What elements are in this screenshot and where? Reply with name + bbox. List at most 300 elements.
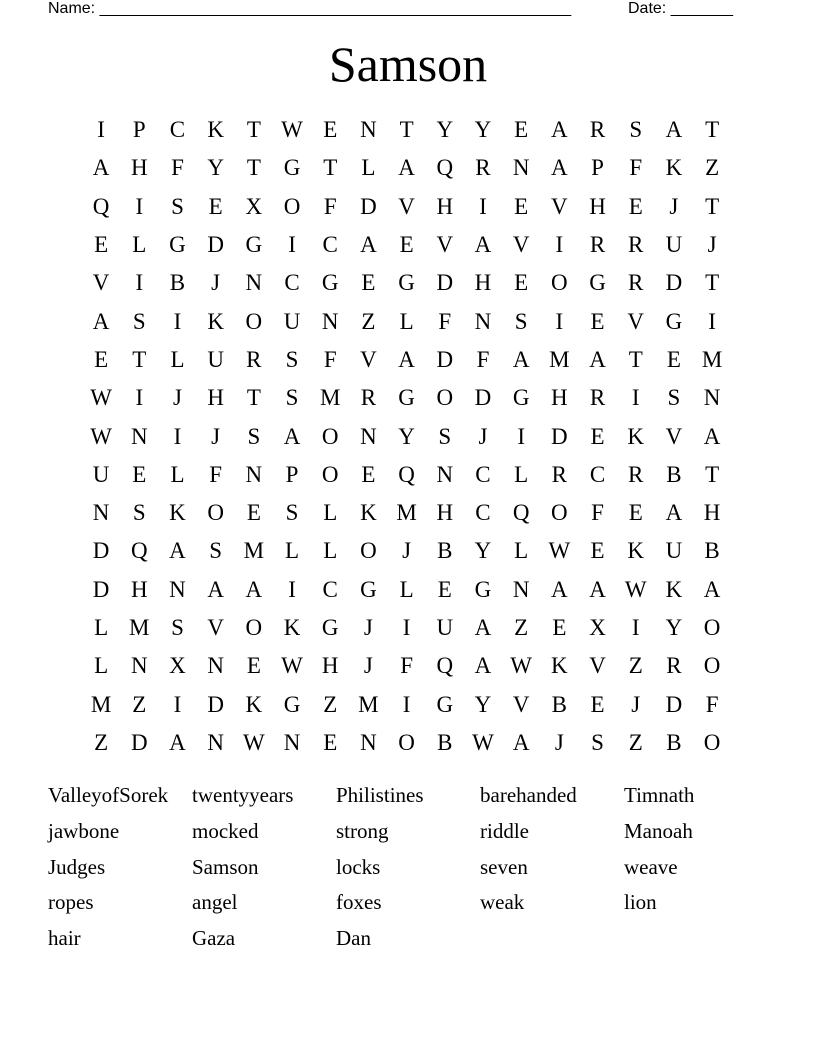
grid-letter: G — [589, 270, 606, 296]
grid-letter: Z — [514, 615, 529, 640]
grid-letter: D — [207, 691, 224, 717]
grid-letter: W — [281, 653, 303, 679]
grid-letter: G — [436, 691, 454, 717]
grid-letter: E — [514, 117, 529, 143]
grid-letter: X — [245, 193, 263, 219]
grid-letter: S — [132, 308, 146, 334]
grid-letter: V — [512, 691, 530, 717]
grid-letter: D — [474, 385, 492, 411]
grid-letter: J — [669, 193, 679, 219]
grid-letter: R — [589, 117, 606, 143]
grid-letter: I — [288, 576, 296, 602]
grid-letter: C — [589, 461, 606, 487]
grid-letter: F — [323, 193, 337, 219]
grid-letter: N — [474, 308, 492, 334]
grid-letter: A — [398, 346, 415, 372]
grid-letter: K — [245, 691, 263, 717]
grid-letter: I — [173, 691, 182, 717]
grid-letter: H — [474, 270, 492, 296]
grid-letter: M — [396, 500, 417, 526]
grid-letter: H — [589, 193, 606, 219]
grid-letter: J — [554, 729, 564, 755]
grid-letter: F — [476, 346, 490, 372]
grid-letter: A — [92, 155, 110, 181]
grid-letter: G — [321, 615, 339, 640]
grid-letter: Y — [474, 117, 492, 143]
grid-letter: F — [209, 461, 223, 487]
grid-letter: E — [590, 308, 605, 334]
grid-letter: G — [169, 232, 186, 258]
grid-letter: N — [207, 729, 224, 755]
grid-letter: A — [474, 232, 492, 258]
grid-letter: L — [323, 538, 338, 564]
grid-letter: S — [514, 308, 528, 334]
grid-letter: W — [472, 729, 494, 755]
grid-letter: R — [360, 385, 377, 411]
grid-letter: D — [436, 346, 454, 372]
grid-letter: I — [288, 232, 296, 258]
grid-letter: N — [360, 729, 377, 755]
grid-letter: E — [514, 193, 529, 219]
grid-letter: G — [283, 691, 301, 717]
grid-letter: L — [399, 576, 414, 602]
grid-letter: M — [549, 346, 570, 372]
grid-letter: V — [665, 423, 683, 449]
grid-letter: D — [130, 729, 148, 755]
grid-letter: I — [517, 423, 525, 449]
grid-letter: T — [246, 385, 261, 411]
grid-letter: K — [207, 308, 224, 334]
grid-letter: B — [666, 461, 682, 487]
grid-letter: A — [92, 308, 110, 334]
grid-letter: S — [247, 423, 261, 449]
grid-letter: C — [475, 461, 491, 487]
grid-letter: N — [360, 117, 377, 143]
grid-letter: H — [703, 500, 721, 526]
grid-letter: N — [703, 385, 721, 411]
grid-letter: T — [246, 155, 261, 181]
grid-letter: L — [94, 653, 109, 679]
grid-letter: R — [551, 461, 568, 487]
grid-letter: J — [211, 270, 221, 296]
grid-letter: U — [92, 461, 110, 487]
grid-letter: E — [590, 538, 605, 564]
grid-letter: K — [551, 653, 568, 679]
grid-letter: E — [246, 653, 261, 679]
grid-letter: S — [171, 193, 184, 219]
grid-letter: Y — [474, 691, 492, 717]
word-bank-item: angel — [192, 890, 238, 915]
grid-letter: N — [207, 653, 224, 679]
word-bank-item: weave — [624, 854, 678, 879]
grid-letter: B — [666, 729, 682, 755]
grid-letter: Q — [92, 193, 110, 219]
grid-letter: A — [551, 155, 568, 181]
grid-letter: Z — [323, 691, 338, 717]
grid-letter: J — [478, 423, 488, 449]
grid-letter: E — [132, 461, 147, 487]
grid-letter: A — [283, 423, 301, 449]
grid-letter: E — [628, 500, 643, 526]
grid-letter: L — [361, 155, 376, 181]
word-bank — [48, 779, 768, 958]
grid-letter: G — [360, 576, 377, 602]
grid-letter: H — [207, 385, 224, 411]
grid-letter: W — [281, 117, 303, 143]
word-search-grid — [82, 111, 731, 762]
grid-letter: Z — [94, 729, 109, 755]
grid-letter: Q — [436, 653, 454, 679]
grid-letter: T — [705, 193, 720, 219]
grid-letter: J — [707, 232, 717, 258]
word-bank-item: seven — [480, 854, 528, 879]
grid-letter: I — [97, 117, 105, 143]
grid-letter: D — [665, 270, 683, 296]
grid-letter: N — [512, 576, 530, 602]
grid-letter: O — [321, 423, 339, 449]
grid-letter: X — [589, 615, 606, 640]
grid-letter: G — [245, 232, 263, 258]
grid-letter: E — [246, 500, 261, 526]
grid-letter: N — [360, 423, 377, 449]
grid-letter: P — [285, 461, 299, 487]
grid-letter: W — [510, 653, 533, 679]
grid-letter: V — [627, 308, 645, 334]
grid-letter: O — [703, 653, 721, 679]
grid-letter: F — [591, 500, 604, 526]
grid-letter: A — [589, 346, 606, 372]
grid-letter: I — [135, 270, 144, 296]
grid-letter: N — [245, 270, 263, 296]
grid-letter: E — [590, 691, 605, 717]
grid-letter: P — [591, 155, 604, 181]
grid-letter: V — [436, 232, 454, 258]
grid-letter: E — [514, 270, 529, 296]
grid-letter: Y — [436, 117, 454, 143]
grid-letter: S — [438, 423, 452, 449]
date-field-label: Date: _______ — [628, 0, 733, 17]
grid-letter: G — [283, 155, 301, 181]
grid-letter: O — [551, 500, 568, 526]
grid-letter: O — [245, 615, 263, 640]
grid-letter: G — [398, 385, 415, 411]
grid-letter: L — [170, 461, 185, 487]
grid-letter: W — [90, 385, 112, 411]
grid-letter: S — [667, 385, 681, 411]
grid-letter: L — [514, 461, 529, 487]
word-bank-item: Judges — [48, 854, 106, 879]
page-title: Samson — [328, 36, 488, 92]
word-bank-item: hair — [48, 926, 81, 951]
grid-letter: O — [245, 308, 263, 334]
grid-letter: O — [703, 615, 721, 640]
grid-letter: A — [512, 729, 530, 755]
grid-letter: D — [360, 193, 377, 219]
grid-letter: G — [665, 308, 683, 334]
grid-letter: J — [631, 691, 641, 717]
word-bank-item: foxes — [336, 890, 382, 915]
grid-letter: B — [551, 691, 568, 717]
word-bank-item: Gaza — [192, 926, 236, 951]
word-bank-item: mocked — [192, 818, 259, 843]
grid-letter: T — [132, 346, 147, 372]
grid-letter: S — [132, 500, 146, 526]
grid-letter: Y — [665, 615, 683, 640]
grid-letter: K — [207, 117, 224, 143]
grid-letter: I — [631, 615, 640, 640]
grid-letter: D — [665, 691, 683, 717]
grid-letter: Q — [436, 155, 454, 181]
grid-letter: E — [628, 193, 643, 219]
grid-letter: I — [555, 308, 564, 334]
word-bank-item: Dan — [336, 926, 371, 951]
grid-letter: V — [92, 270, 110, 296]
grid-letter: I — [135, 385, 144, 411]
grid-letter: R — [628, 461, 644, 487]
grid-letter: V — [512, 232, 530, 258]
grid-letter: E — [323, 729, 338, 755]
grid-letter: Q — [398, 461, 415, 487]
grid-letter: L — [323, 500, 338, 526]
grid-letter: E — [399, 232, 414, 258]
grid-letter: I — [173, 308, 182, 334]
grid-letter: F — [705, 691, 719, 717]
grid-letter: I — [631, 385, 640, 411]
grid-letter: J — [211, 423, 221, 449]
grid-letter: K — [169, 500, 186, 526]
grid-letter: R — [666, 653, 682, 679]
grid-letter: O — [207, 500, 224, 526]
grid-letter: Z — [628, 729, 643, 755]
grid-letter: T — [628, 346, 643, 372]
grid-letter: H — [321, 653, 339, 679]
grid-letter: Z — [628, 653, 643, 679]
grid-letter: A — [398, 155, 415, 181]
grid-letter: E — [361, 270, 376, 296]
grid-letter: W — [548, 538, 571, 564]
grid-letter: L — [399, 308, 414, 334]
name-date-header — [48, 0, 748, 19]
grid-letter: S — [285, 500, 299, 526]
grid-letter: B — [437, 538, 453, 564]
word-bank-item: Timnath — [624, 783, 695, 807]
grid-letter: D — [436, 270, 454, 296]
grid-letter: M — [319, 385, 341, 411]
grid-letter: T — [705, 461, 720, 487]
grid-letter: I — [402, 615, 411, 640]
grid-letter: A — [474, 615, 492, 640]
grid-letter: E — [94, 346, 109, 372]
grid-letter: A — [665, 117, 683, 143]
grid-letter: H — [551, 385, 568, 411]
grid-letter: T — [705, 270, 720, 296]
grid-letter: C — [322, 232, 338, 258]
grid-letter: S — [591, 729, 604, 755]
grid-letter: C — [284, 270, 300, 296]
grid-letter: R — [246, 346, 262, 372]
grid-letter: N — [130, 423, 148, 449]
grid-letter: T — [246, 117, 261, 143]
grid-letter: S — [285, 346, 299, 372]
grid-letter: K — [627, 423, 645, 449]
grid-letter: N — [245, 461, 263, 487]
word-bank-item: riddle — [480, 818, 529, 843]
name-field-label: Name: _____________________________________________________ — [48, 0, 572, 17]
word-bank-item: Philistines — [336, 783, 424, 807]
grid-letter: I — [479, 193, 487, 219]
grid-letter: A — [169, 538, 186, 564]
grid-letter: B — [437, 729, 453, 755]
grid-letter: A — [589, 576, 606, 602]
grid-letter: H — [436, 500, 454, 526]
grid-letter: N — [436, 461, 454, 487]
grid-letter: G — [321, 270, 339, 296]
grid-letter: O — [398, 729, 415, 755]
grid-letter: T — [705, 117, 720, 143]
word-bank-item: Samson — [192, 854, 259, 879]
grid-letter: N — [130, 653, 148, 679]
word-bank-item: twentyyears — [192, 783, 294, 807]
grid-letter: R — [589, 385, 606, 411]
grid-letter: J — [172, 385, 182, 411]
grid-letter: M — [358, 691, 379, 717]
grid-letter: L — [132, 232, 147, 258]
grid-letter: O — [551, 270, 568, 296]
grid-letter: A — [512, 346, 530, 372]
grid-letter: Q — [512, 500, 530, 526]
grid-letter: O — [703, 729, 721, 755]
grid-letter: S — [209, 538, 223, 564]
word-bank-item: weak — [480, 890, 525, 915]
grid-letter: I — [555, 232, 564, 258]
grid-letter: V — [398, 193, 415, 219]
grid-letter: X — [169, 653, 186, 679]
grid-letter: F — [629, 155, 643, 181]
grid-letter: G — [512, 385, 530, 411]
grid-letter: R — [628, 232, 644, 258]
grid-letter: Y — [474, 538, 492, 564]
grid-letter: A — [360, 232, 377, 258]
grid-letter: F — [438, 308, 452, 334]
grid-letter: A — [551, 117, 568, 143]
word-bank-item: ropes — [48, 890, 94, 915]
grid-letter: L — [285, 538, 300, 564]
grid-letter: M — [90, 691, 112, 717]
grid-letter: K — [360, 500, 377, 526]
grid-letter: A — [207, 576, 224, 602]
grid-letter: N — [321, 308, 339, 334]
grid-letter: N — [169, 576, 186, 602]
grid-letter: R — [589, 232, 606, 258]
grid-letter: O — [360, 538, 377, 564]
grid-letter: S — [285, 385, 299, 411]
grid-letter: K — [665, 576, 683, 602]
word-bank-item: jawbone — [48, 818, 120, 843]
grid-letter: M — [243, 538, 265, 564]
grid-letter: E — [590, 423, 605, 449]
grid-letter: W — [90, 423, 112, 449]
grid-letter: U — [207, 346, 224, 372]
grid-letter: J — [363, 653, 373, 679]
grid-letter: H — [436, 193, 454, 219]
grid-letter: S — [629, 117, 643, 143]
grid-letter: E — [437, 576, 452, 602]
grid-letter: D — [92, 538, 110, 564]
grid-letter: A — [551, 576, 568, 602]
grid-letter: Z — [132, 691, 147, 717]
grid-letter: L — [514, 538, 529, 564]
grid-letter: N — [92, 500, 110, 526]
grid-letter: A — [703, 576, 721, 602]
grid-letter: I — [708, 308, 716, 334]
grid-letter: U — [283, 308, 301, 334]
word-bank-item: lion — [624, 890, 657, 915]
grid-letter: N — [283, 729, 301, 755]
grid-letter: K — [627, 538, 645, 564]
grid-letter: K — [283, 615, 301, 640]
grid-letter: F — [400, 653, 413, 679]
grid-letter: K — [665, 155, 683, 181]
grid-letter: I — [173, 423, 182, 449]
grid-letter: U — [665, 232, 683, 258]
grid-letter: H — [130, 155, 148, 181]
grid-letter: M — [129, 615, 150, 640]
word-bank-item: Manoah — [624, 818, 693, 843]
grid-letter: J — [363, 615, 373, 640]
grid-letter: L — [170, 346, 185, 372]
grid-letter: J — [402, 538, 412, 564]
grid-letter: V — [551, 193, 568, 219]
grid-letter: Z — [705, 155, 720, 181]
grid-letter: U — [436, 615, 454, 640]
grid-letter: V — [360, 346, 377, 372]
grid-letter: O — [321, 461, 339, 487]
grid-letter: Q — [130, 538, 148, 564]
grid-letter: C — [169, 117, 186, 143]
grid-letter: E — [323, 117, 338, 143]
grid-letter: A — [245, 576, 263, 602]
grid-letter: C — [475, 500, 491, 526]
word-bank-item: barehanded — [480, 783, 577, 807]
grid-letter: R — [628, 270, 644, 296]
grid-letter: B — [169, 270, 186, 296]
grid-letter: P — [132, 117, 146, 143]
grid-letter: G — [398, 270, 415, 296]
grid-letter: N — [512, 155, 530, 181]
grid-letter: Y — [207, 155, 224, 181]
grid-letter: F — [171, 155, 184, 181]
word-bank-item: strong — [336, 818, 389, 843]
grid-letter: B — [704, 538, 720, 564]
grid-letter: A — [474, 653, 492, 679]
grid-letter: E — [361, 461, 376, 487]
word-bank-item: locks — [336, 854, 381, 879]
grid-letter: C — [322, 576, 338, 602]
grid-letter: Y — [398, 423, 415, 449]
grid-letter: G — [474, 576, 492, 602]
grid-letter: E — [94, 232, 109, 258]
grid-letter: E — [666, 346, 681, 372]
grid-letter: T — [323, 155, 338, 181]
grid-letter: D — [207, 232, 224, 258]
grid-letter: W — [242, 729, 265, 755]
grid-letter: H — [130, 576, 148, 602]
grid-letter: F — [323, 346, 337, 372]
grid-letter: R — [475, 155, 491, 181]
grid-letter: A — [665, 500, 683, 526]
grid-letter: A — [169, 729, 186, 755]
grid-letter: I — [402, 691, 411, 717]
